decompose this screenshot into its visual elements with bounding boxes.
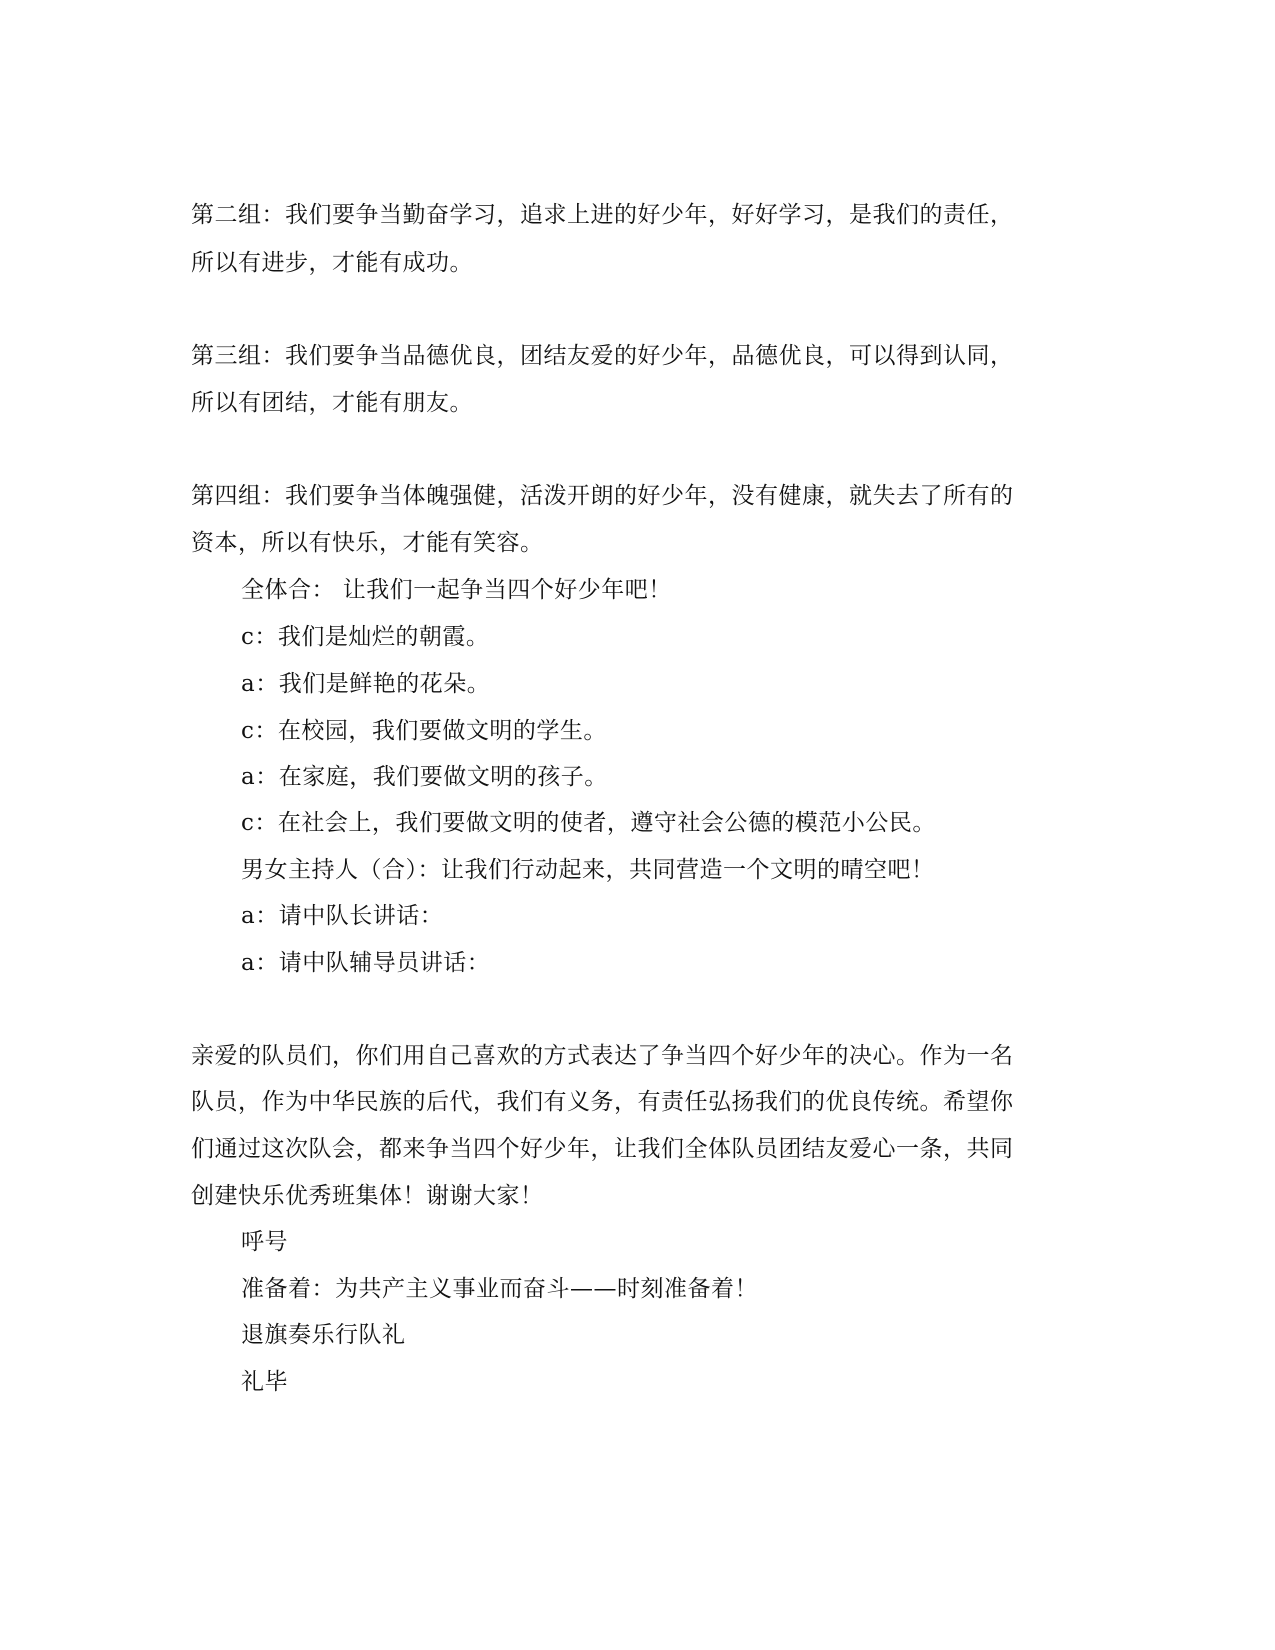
closing-line: 礼毕 [241, 1369, 288, 1395]
speech-line-3: 们通过这次队会，都来争当四个好少年，让我们全体队员团结友爱心一条，共同 [191, 1136, 1014, 1162]
dialogue-line: a：请中队辅导员讲话： [241, 950, 491, 976]
speech-line-1: 亲爱的队员们，你们用自己喜欢的方式表达了争当四个好少年的决心。作为一名 [191, 1043, 1014, 1069]
group2-line-1: 第二组：我们要争当勤奋学习，追求上进的好少年，好好学习，是我们的责任， [191, 202, 1014, 228]
speech-line-4: 创建快乐优秀班集体！谢谢大家！ [191, 1183, 544, 1209]
dialogue-line: a：我们是鲜艳的花朵。 [241, 671, 491, 697]
dialogue-line: a：在家庭，我们要做文明的孩子。 [241, 764, 608, 790]
dialogue-line: 全体合： 让我们一起争当四个好少年吧！ [241, 577, 672, 603]
group3-line-2: 所以有团结，才能有朋友。 [191, 390, 473, 416]
dialogue-line: 男女主持人（合）：让我们行动起来，共同营造一个文明的晴空吧！ [241, 857, 935, 883]
group3-line-1: 第三组：我们要争当品德优良，团结友爱的好少年，品德优良，可以得到认同， [191, 343, 1014, 369]
closing-line: 退旗奏乐行队礼 [241, 1322, 406, 1348]
closing-line: 呼号 [241, 1229, 288, 1255]
dialogue-line: c：在社会上，我们要做文明的使者，遵守社会公德的模范小公民。 [241, 810, 936, 836]
group2-line-2: 所以有进步，才能有成功。 [191, 250, 473, 276]
dialogue-line: c：我们是灿烂的朝霞。 [241, 624, 490, 650]
group4-line-1: 第四组：我们要争当体魄强健，活泼开朗的好少年，没有健康，就失去了所有的 [191, 483, 1014, 509]
dialogue-line: a：请中队长讲话： [241, 903, 444, 929]
closing-line: 准备着：为共产主义事业而奋斗——时刻准备着！ [241, 1276, 758, 1302]
group4-line-2: 资本，所以有快乐，才能有笑容。 [191, 530, 544, 556]
dialogue-line: c：在校园，我们要做文明的学生。 [241, 718, 607, 744]
speech-line-2: 队员，作为中华民族的后代，我们有义务，有责任弘扬我们的优良传统。希望你 [191, 1089, 1014, 1115]
